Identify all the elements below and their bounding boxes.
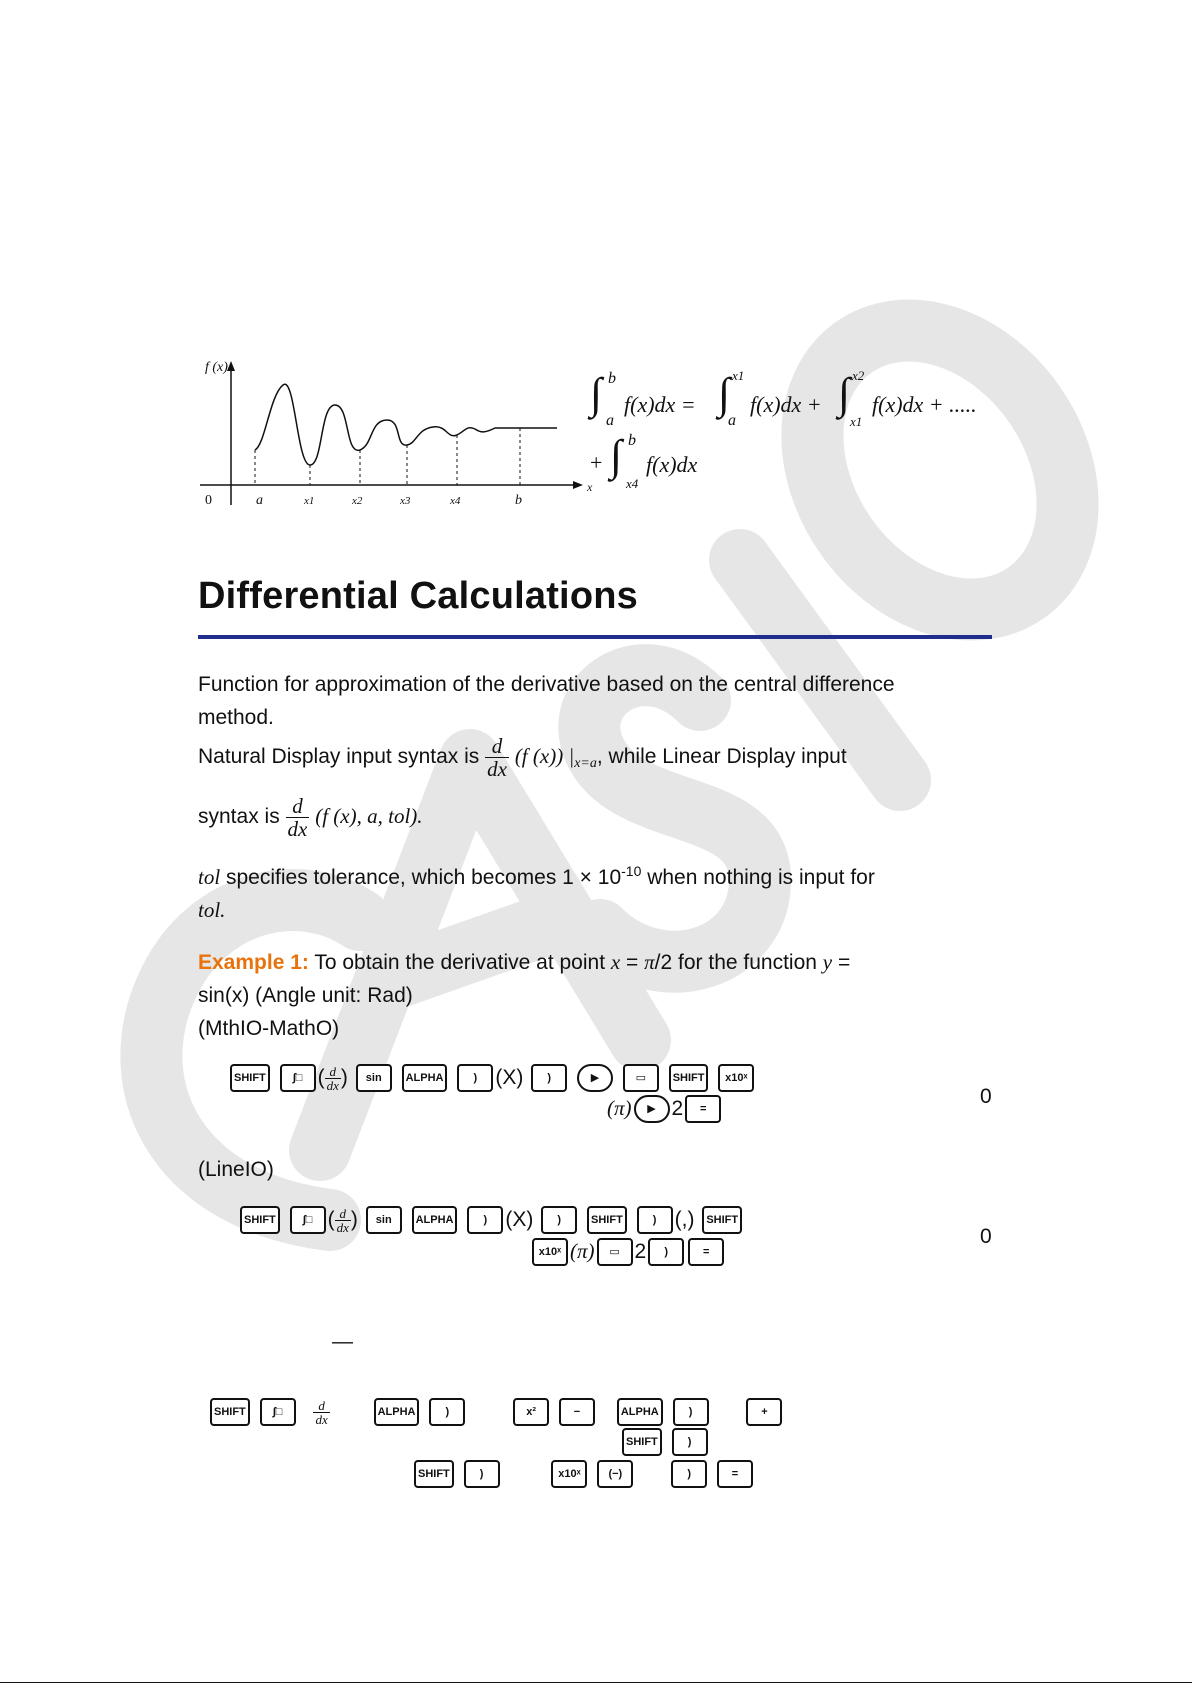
rparen-key: ) bbox=[637, 1206, 673, 1234]
paragraph-linear-syntax: syntax is $\frac{d}{dx}$ (f (x), a, tol). bbox=[198, 794, 423, 841]
rparen-key: ) bbox=[467, 1206, 503, 1234]
alpha-key: ALPHA bbox=[374, 1398, 420, 1426]
graph-curve bbox=[255, 384, 557, 465]
graph-y-arrow bbox=[227, 361, 235, 371]
key-sequence-lineio-line1: SHIFT ∫□ ( $\frac{d}{dx}$ ) sin ALPHA ) (X) ) SHIFT ) (,) SHIFT bbox=[238, 1205, 744, 1235]
shift-key: SHIFT bbox=[240, 1206, 280, 1234]
result-mathio: 0 bbox=[980, 1085, 992, 1108]
alpha-key: ALPHA bbox=[617, 1398, 663, 1426]
key-sequence-mathio-line2: (π) ▶ 2 = bbox=[607, 1093, 723, 1124]
rparen-key: ) bbox=[457, 1064, 493, 1092]
integral-sign: ∫ bbox=[838, 369, 851, 418]
shift-key: SHIFT bbox=[587, 1206, 627, 1234]
section-rule bbox=[198, 635, 992, 639]
key-sequence-lineio-line2: x10ˣ (π) ▭ 2 ) = bbox=[530, 1236, 726, 1267]
graph-tick-a: a bbox=[256, 493, 263, 508]
section-title: Differential Calculations bbox=[198, 575, 638, 617]
example1-label: Example 1: bbox=[198, 951, 309, 974]
shift-key: SHIFT bbox=[669, 1064, 709, 1092]
shift-key: SHIFT bbox=[210, 1398, 250, 1426]
ddx-fraction: $\frac{d}{dx}$ bbox=[487, 734, 507, 781]
shift-key: SHIFT bbox=[414, 1460, 454, 1488]
integral-graph bbox=[195, 355, 595, 525]
rparen-key: ) bbox=[464, 1460, 500, 1488]
page-bottom-rule bbox=[0, 1682, 1192, 1683]
rparen-key: ) bbox=[672, 1428, 708, 1456]
key-sequence-mathio-line1: SHIFT ∫□ ( $\frac{d}{dx}$ ) sin ALPHA ) (X) ) ▶ ▭ SHIFT x10ˣ bbox=[228, 1063, 756, 1093]
alpha-key: ALPHA bbox=[402, 1064, 448, 1092]
integral-key: ∫□ bbox=[290, 1206, 326, 1234]
rparen-key: ) bbox=[541, 1206, 577, 1234]
integral-key: ∫□ bbox=[280, 1064, 316, 1092]
x10-key: x10ˣ bbox=[551, 1460, 587, 1488]
rparen-key: ) bbox=[648, 1238, 684, 1266]
graph-x-axis-label: x bbox=[587, 480, 593, 494]
integral-term2: f(x)dx + ..... bbox=[872, 392, 977, 417]
graph-tick-b: b bbox=[515, 493, 522, 508]
plus-key: + bbox=[746, 1398, 782, 1426]
key-sequence-example2-line3 bbox=[412, 1459, 755, 1489]
equals-key: = bbox=[717, 1460, 753, 1488]
minus-key: − bbox=[559, 1398, 595, 1426]
ddx-fraction: $\frac{d}{dx}$ bbox=[287, 794, 308, 841]
integral-sign: ∫ bbox=[610, 431, 623, 480]
integral-lhs: f(x)dx = bbox=[624, 392, 696, 417]
fraction-key: ▭ bbox=[623, 1064, 659, 1092]
integral-term-last: f(x)dx bbox=[646, 452, 698, 477]
integral-key: ∫□ bbox=[260, 1398, 296, 1426]
graph-x-arrow bbox=[573, 481, 583, 489]
example2-fragment-dash: — bbox=[332, 1330, 353, 1353]
right-arrow-key: ▶ bbox=[577, 1064, 613, 1092]
x10-key: x10ˣ bbox=[718, 1064, 754, 1092]
shift-key: SHIFT bbox=[702, 1206, 742, 1234]
key-sequence-example2-line1 bbox=[208, 1397, 784, 1427]
mode-mathio: (MthIO-MathO) bbox=[198, 1017, 340, 1040]
right-arrow-key: ▶ bbox=[634, 1095, 670, 1123]
integral-term1: f(x)dx + bbox=[750, 392, 822, 417]
x-squared-key: x² bbox=[513, 1398, 549, 1426]
integral-sign: ∫ bbox=[590, 369, 603, 418]
sin-key: sin bbox=[366, 1206, 402, 1234]
graph-origin-label: 0 bbox=[205, 493, 212, 508]
integral-plus: + bbox=[590, 450, 603, 475]
graph-tick-x1: x1 bbox=[304, 495, 315, 507]
negative-key: (−) bbox=[597, 1460, 633, 1488]
graph-tick-x4: x4 bbox=[450, 495, 461, 507]
rparen-key: ) bbox=[531, 1064, 567, 1092]
fraction-key: ▭ bbox=[597, 1238, 633, 1266]
sin-key: sin bbox=[356, 1064, 392, 1092]
shift-key: SHIFT bbox=[622, 1428, 662, 1456]
graph-y-label: f (x) bbox=[205, 360, 228, 375]
mode-lineio: (LineIO) bbox=[198, 1158, 274, 1181]
ddx-label: $\frac{d}{dx}$ bbox=[336, 1205, 349, 1235]
integral-formula: ∫ b a f(x)dx = ∫ x1 a f(x)dx + ∫ x2 x1 f(x)dx + ..... + ∫ b x4 f(x)dx bbox=[590, 368, 977, 491]
graph-tick-x3: x3 bbox=[400, 495, 411, 507]
paragraph-natural-syntax: Natural Display input syntax is $\frac{d}{dx}$ (f (x)) |x=a, while Linear Display input bbox=[198, 734, 847, 781]
ddx-label: $\frac{d}{dx}$ bbox=[315, 1397, 328, 1427]
rparen-key: ) bbox=[673, 1398, 709, 1426]
rparen-key: ) bbox=[671, 1460, 707, 1488]
equals-key: = bbox=[685, 1095, 721, 1123]
alpha-key: ALPHA bbox=[412, 1206, 458, 1234]
integral-sign: ∫ bbox=[718, 369, 731, 418]
shift-key: SHIFT bbox=[230, 1064, 270, 1092]
equals-key: = bbox=[688, 1238, 724, 1266]
example1-description: Example 1: To obtain the derivative at point x = π/2 for the function y = sin(x) (Angle unit: Rad) (MthIO-MathO) bbox=[198, 950, 851, 1040]
paragraph-central-difference: Function for approximation of the derivative based on the central difference method. bbox=[198, 673, 895, 729]
graph-tick-x2: x2 bbox=[352, 495, 363, 507]
x10-key: x10ˣ bbox=[532, 1238, 568, 1266]
result-lineio: 0 bbox=[980, 1225, 992, 1248]
ddx-label: $\frac{d}{dx}$ bbox=[326, 1063, 339, 1093]
key-sequence-example2-line2 bbox=[620, 1427, 710, 1457]
paragraph-tolerance: tol specifies tolerance, which becomes $1 \times 10^{-10}$ when nothing is input for tol. bbox=[198, 863, 875, 922]
rparen-key: ) bbox=[429, 1398, 465, 1426]
